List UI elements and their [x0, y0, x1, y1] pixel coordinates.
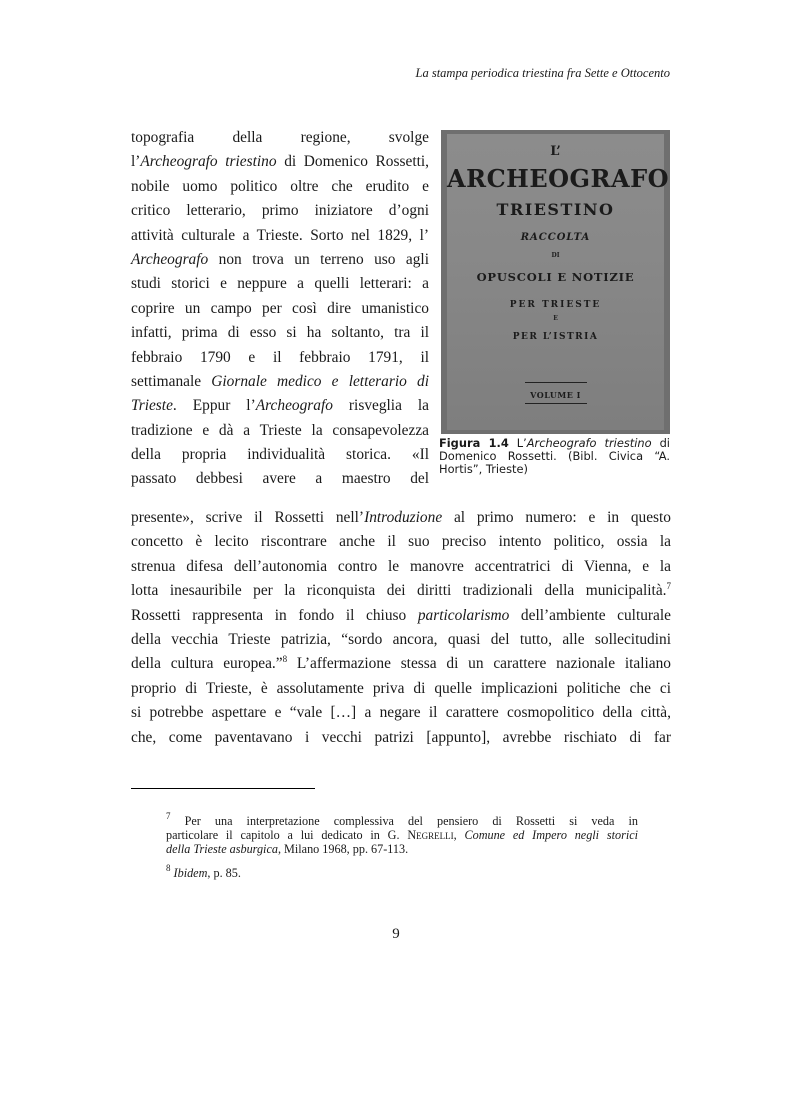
cover-subtitle: TRIESTINO [496, 200, 615, 219]
text-line: proprio di Trieste, è assolutamente priva di quelle implicazioni politiche che ci [131, 679, 671, 697]
text-line: presente», scrive il Rossetti nell’Introduzione al primo numero: e in questo [131, 509, 672, 526]
text-line: febbraio 1790 e il febbraio 1791, il [131, 348, 429, 366]
cover-line: E [553, 315, 558, 322]
footnote-line: della Trieste asburgica, Milano 1968, pp. 67-113. [166, 842, 409, 856]
cover-line: OPUSCOLI E NOTIZIE [476, 270, 635, 284]
text-line: della vecchia Trieste patrizia, “sordo ancora, quasi del tutto, alle sollecitudini [131, 630, 671, 648]
footnote-7 [166, 811, 639, 856]
text-line: nobile uomo politico oltre che erudito e [131, 177, 429, 195]
cover-line: PER L’ISTRIA [512, 332, 599, 342]
text-line: topografia della regione, svolge [131, 129, 429, 146]
footnote-ref-8: 8 [282, 654, 288, 665]
text-line: infatti, prima di esso si ha soltanto, tra il [131, 324, 429, 342]
footnote-line: $^7$ Per una interpretazione complessiva del pensiero di Rossetti si veda in [166, 811, 638, 828]
text-line: Trieste. Eppur l’Archeografo risveglia la [131, 397, 429, 415]
figure-caption [439, 437, 670, 476]
cover-line: PER TRIESTE [509, 300, 602, 310]
cover-scan [447, 134, 670, 430]
cover-line: DI [551, 252, 560, 259]
footnote-separator [131, 788, 315, 789]
cover-volume: VOLUME I [530, 390, 581, 400]
text-line: settimanale Giornale medico e letterario di [131, 372, 429, 390]
caption-line: Hortis”, Trieste) [439, 462, 528, 476]
caption-line: Figura 1.4 L’Archeografo triestino di [439, 436, 670, 450]
cover-line: RACCOLTA [520, 232, 591, 243]
text-line: Rossetti rappresenta in fondo il chiuso particolarismo dell’ambiente culturale [131, 606, 671, 624]
text-line: concetto è lecito riscontrare anche il suo preciso intento politico, ossia la [131, 533, 671, 551]
body-text-full [131, 506, 671, 750]
footnote-ref-7: 7 [666, 581, 671, 592]
text-line: l’Archeografo triestino di Domenico Rossetti, [131, 153, 429, 171]
text-line: attività culturale a Trieste. Sorto nel 1829, l’ [131, 226, 429, 244]
text-line: strenua difesa dell’autonomia contro le manovre accentratrici di Vienna, e la [131, 557, 671, 575]
text-line: studi storici e neppure a quelli letterari: a [131, 275, 429, 293]
cover-title: ARCHEOGRAFO [447, 164, 670, 193]
page-number: 9 [392, 926, 400, 942]
text-line: della propria individualità storica. «Il [131, 446, 429, 464]
text-line: si potrebbe aspettare e “vale […] a negare il carattere cosmopolitico della città, [131, 704, 671, 722]
text-line: della cultura europea.”$^8$ L’affermazione stessa di un carattere nazionale italiano [131, 654, 671, 673]
footnote-8: $^8$ Ibidem, p. 85. [166, 863, 241, 880]
caption-line: Domenico Rossetti. (Bibl. Civica “A. [439, 449, 670, 463]
body-text-wrapped [131, 126, 429, 492]
text-line: critico letterario, primo iniziatore d’ogni [131, 202, 429, 220]
text-line: coprire un campo per così dire umanistico [131, 299, 429, 317]
footnote-line: particolare il capitolo a lui dedicato in G. Negrelli, Comune ed Impero negli storici [166, 828, 639, 842]
cover-line: L’ [550, 144, 561, 159]
figure-archeografo-cover [441, 130, 670, 434]
text-line: lotta inesauribile per la riconquista dei diritti tradizionali della municipalità.$^7$ [131, 581, 671, 600]
text-line: tradizione e dà a Trieste la consapevolezza [131, 421, 429, 439]
text-line: che, come paventavano i vecchi patrizi [appunto], avrebbe rischiato di far [131, 728, 671, 746]
text-line: passato debbesi avere a maestro del [131, 470, 429, 488]
text-line: Archeografo non trova un terreno uso agli [131, 250, 429, 268]
running-header: La stampa periodica triestina fra Sette e Ottocento [415, 66, 670, 80]
